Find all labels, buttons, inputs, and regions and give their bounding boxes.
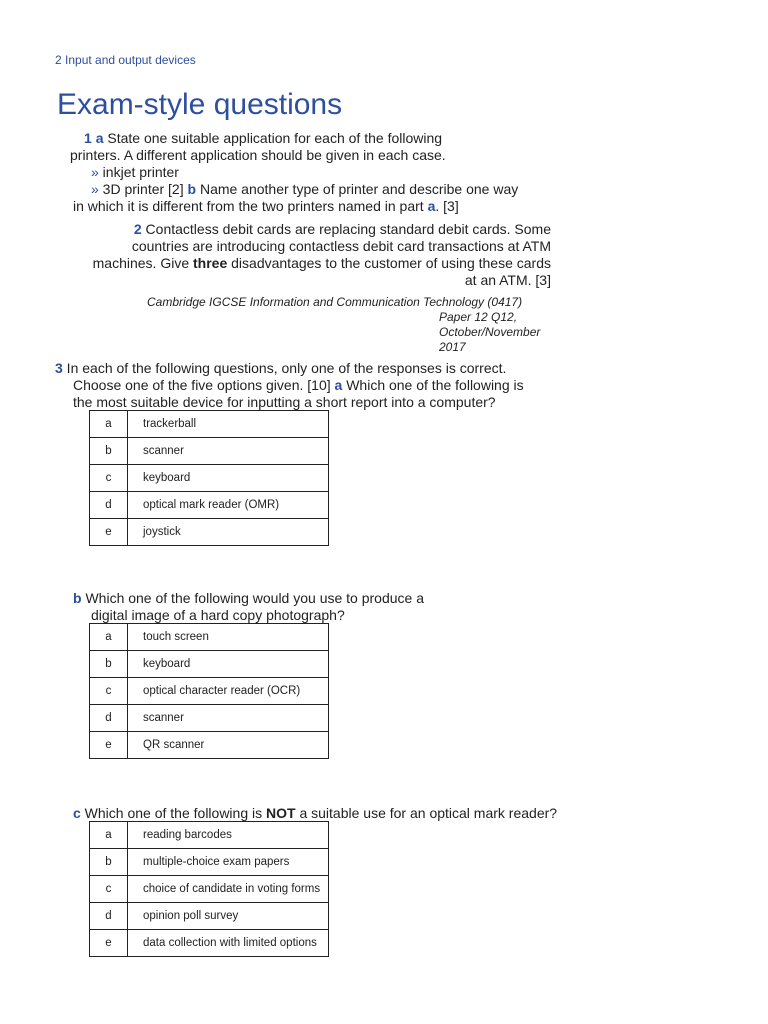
q3c-line <box>73 805 557 822</box>
q3b-line1 <box>73 590 424 607</box>
option-letter: d <box>90 492 128 519</box>
options-table-c <box>89 821 329 957</box>
option-text: scanner <box>128 705 329 732</box>
q2-source-line2: Paper 12 Q12, <box>439 310 518 324</box>
q3-line2 <box>73 377 524 394</box>
q1-part-b: b <box>187 181 197 197</box>
q1-line4-text: in which it is different from the two printers named in part <box>73 198 428 214</box>
option-text: QR scanner <box>128 732 329 759</box>
option-text: optical mark reader (OMR) <box>128 492 329 519</box>
option-text: keyboard <box>128 651 329 678</box>
option-letter: a <box>90 624 128 651</box>
q1-bullet1-text: inkjet printer <box>98 164 179 180</box>
page-title: Exam-style questions <box>57 88 343 121</box>
q2-source-line1: Cambridge IGCSE Information and Communication Technology (0417) <box>147 295 523 309</box>
q1-part-ref: a <box>427 198 436 214</box>
bullet-icon: » <box>91 181 99 197</box>
bullet-icon: » <box>91 164 99 180</box>
option-letter: e <box>90 930 128 957</box>
table-row <box>90 678 329 705</box>
q3-part-c: c <box>73 805 81 821</box>
q2-source-line4: 2017 <box>439 340 466 354</box>
table-row <box>90 438 329 465</box>
q1-line4 <box>73 198 459 215</box>
table-row <box>90 624 329 651</box>
option-letter: c <box>90 678 128 705</box>
q3-part-b: b <box>73 590 82 606</box>
chapter-header: 2 Input and output devices <box>55 53 196 67</box>
q2-source-line3: October/November <box>439 325 541 339</box>
option-text: trackerball <box>128 411 329 438</box>
table-row <box>90 732 329 759</box>
q1-bullet2-text: 3D printer [2] <box>98 181 188 197</box>
table-row <box>90 705 329 732</box>
q1-line1 <box>84 130 442 147</box>
q3-number: 3 <box>55 360 63 376</box>
q1-line2: printers. A different application should be given in each case. <box>70 147 446 163</box>
option-text: optical character reader (OCR) <box>128 678 329 705</box>
q1-number: 1 <box>84 130 92 146</box>
option-letter: e <box>90 519 128 546</box>
option-text: joystick <box>128 519 329 546</box>
option-text: data collection with limited options <box>128 930 329 957</box>
option-letter: e <box>90 732 128 759</box>
table-row <box>90 903 329 930</box>
option-letter: b <box>90 651 128 678</box>
table-row <box>90 822 329 849</box>
q3-line1-text: In each of the following questions, only one of the responses is correct. <box>62 360 507 376</box>
option-text: choice of candidate in voting forms <box>128 876 329 903</box>
options-table-b <box>89 623 329 759</box>
q3-line2-pre: Choose one of the five options given. [10] <box>73 377 335 393</box>
option-text: scanner <box>128 438 329 465</box>
option-letter: b <box>90 438 128 465</box>
options-table-a <box>89 410 329 546</box>
q1-line1-text: State one suitable application for each of the following <box>103 130 443 146</box>
option-letter: a <box>90 411 128 438</box>
table-row <box>90 876 329 903</box>
q2-line2: countries are introducing contactless debit card transactions at ATM <box>131 238 551 254</box>
q2-line1-text: Contactless debit cards are replacing standard debit cards. Some <box>141 221 551 237</box>
q2-line3-bold: three <box>193 255 228 271</box>
option-text: reading barcodes <box>128 822 329 849</box>
q3c-pre: Which one of the following is <box>80 805 267 821</box>
q2-line1 <box>51 221 551 238</box>
q1-line3-text: Name another type of printer and describe one way <box>196 181 519 197</box>
option-letter: c <box>90 876 128 903</box>
table-row <box>90 411 329 438</box>
table-row <box>90 492 329 519</box>
option-text: keyboard <box>128 465 329 492</box>
table-row <box>90 651 329 678</box>
q3-line2-post: Which one of the following is <box>342 377 524 393</box>
option-letter: a <box>90 822 128 849</box>
q1-bullet-3d <box>91 181 518 198</box>
q3-part-a: a <box>334 377 343 393</box>
q2-line3-pre: machines. Give <box>92 255 194 271</box>
option-text: touch screen <box>128 624 329 651</box>
option-text: opinion poll survey <box>128 903 329 930</box>
table-row <box>90 465 329 492</box>
option-letter: d <box>90 705 128 732</box>
table-row <box>90 849 329 876</box>
q2-line3-post: disadvantages to the customer of using these cards <box>227 255 551 271</box>
q2-number: 2 <box>133 221 142 237</box>
option-text: multiple-choice exam papers <box>128 849 329 876</box>
q1-line4-end: . [3] <box>435 198 459 214</box>
option-letter: c <box>90 465 128 492</box>
q2-line3 <box>31 255 551 272</box>
q2-line4: at an ATM. [3] <box>464 272 551 288</box>
table-row <box>90 519 329 546</box>
q3c-bold: NOT <box>266 805 296 821</box>
q1-bullet-inkjet <box>91 164 179 181</box>
q3b-line2: digital image of a hard copy photograph? <box>91 607 345 623</box>
q3b-line1-text: Which one of the following would you use to produce a <box>81 590 424 606</box>
q3c-post: a suitable use for an optical mark reader? <box>295 805 558 821</box>
q3-line3: the most suitable device for inputting a short report into a computer? <box>73 394 496 410</box>
q1-part-a: a <box>95 130 104 146</box>
option-letter: d <box>90 903 128 930</box>
table-row <box>90 930 329 957</box>
q3-line1 <box>55 360 506 377</box>
option-letter: b <box>90 849 128 876</box>
